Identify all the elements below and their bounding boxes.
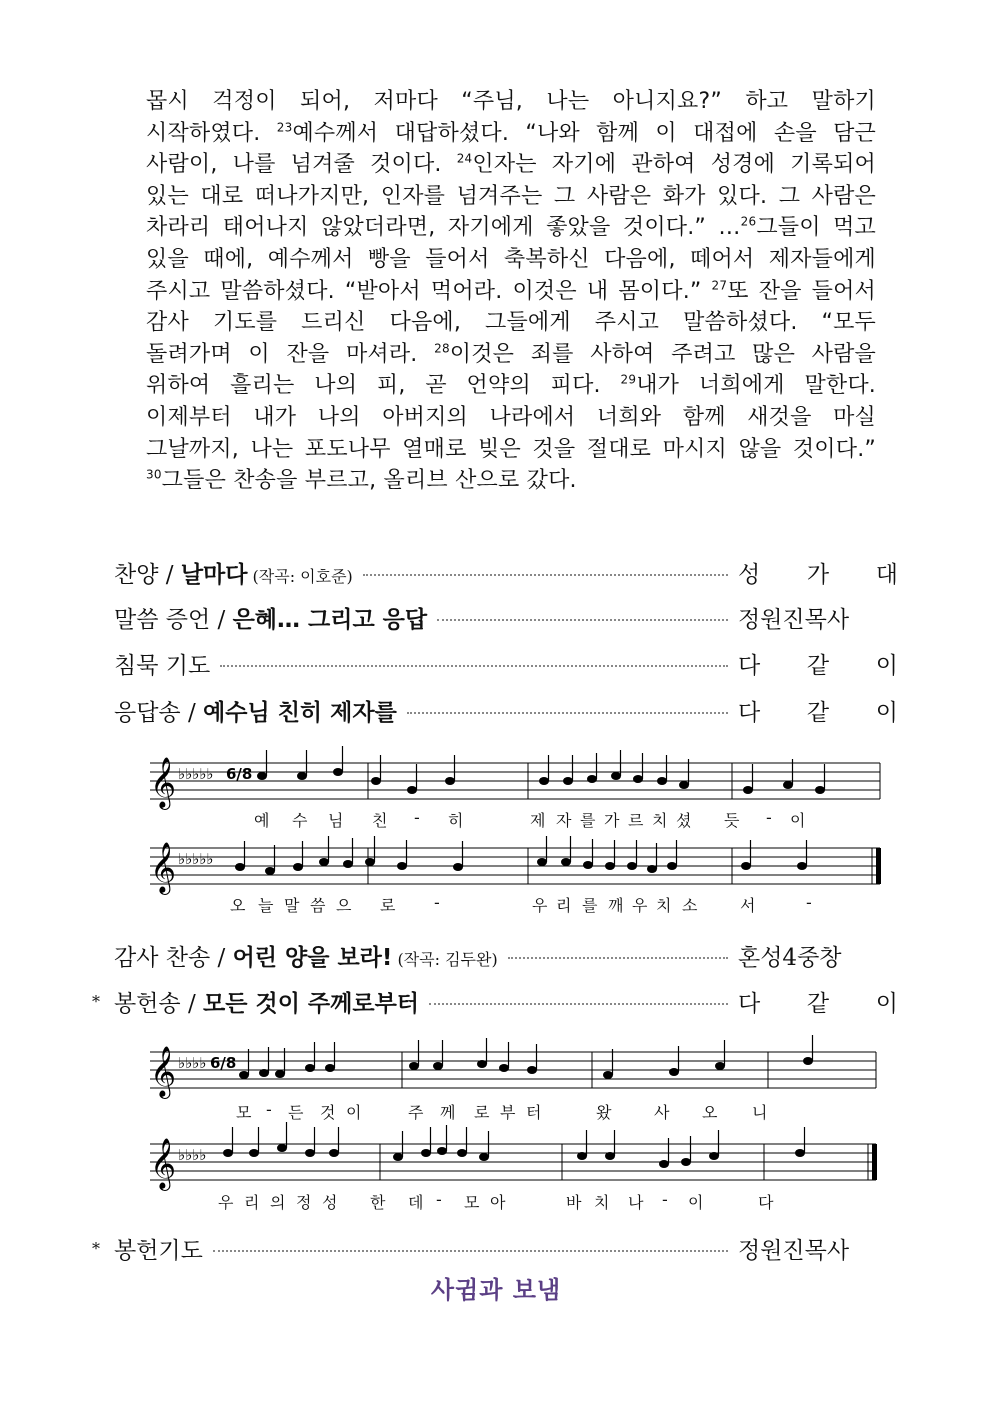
time-signature: 6/8 [210, 1054, 237, 1072]
lyric-syllable: 한 [370, 1193, 386, 1212]
lyric-syllable: 치 [652, 811, 668, 830]
lyric-syllable: 모 [464, 1193, 480, 1212]
lyric-syllable: 말 [284, 896, 300, 915]
note-head [453, 863, 463, 871]
note-head [249, 1149, 259, 1157]
verse-number: 24 [456, 151, 473, 166]
lyric-syllable: 셨 [676, 811, 692, 830]
lyric-syllable: 늘 [258, 896, 274, 915]
scripture-line: 시작하였다. $^{23}$예수께서 대답하셨다. “나와 함께 이 대접에 손을 담근 [146, 120, 876, 146]
lyric-syllable: - [766, 808, 772, 827]
note-head [679, 781, 689, 789]
note-head [741, 862, 751, 870]
leader-dots [437, 619, 728, 621]
lyric-syllable: - [662, 1190, 668, 1209]
verse-number: 30 [146, 467, 162, 482]
lyric-syllable: 로 [474, 1103, 490, 1122]
scripture-line: 돌려가며 이 잔을 마셔라. $^{28}$이것은 죄를 사하여 주려고 많은 사람을 [146, 341, 876, 367]
lyric-syllable: - [266, 1100, 272, 1119]
note-head [583, 861, 593, 869]
lyric-syllable: 이 [346, 1103, 362, 1122]
lyric-syllable: 친 [372, 811, 388, 830]
lyric-syllable: 우 [532, 896, 548, 915]
note-head [329, 1149, 339, 1157]
note-head [587, 775, 597, 783]
lyric-syllable: 듯 [724, 811, 740, 830]
lyric-syllable: 우 [218, 1193, 234, 1212]
treble-clef-icon: 𝄞 [150, 842, 177, 893]
lyric-syllable: 바 [566, 1193, 582, 1212]
asterisk-mark: * [92, 991, 100, 1011]
flat-icon: ♭♭♭♭♭ [178, 850, 214, 868]
lyric-syllable: 수 [292, 811, 308, 830]
note-head [527, 1066, 537, 1074]
performer: 다 같 이 [738, 699, 898, 726]
music-staff-svg [144, 745, 884, 925]
order-item-thanks-hymn: 감사 찬송 / 어린 양을 보라! (작곡: 김두완) 혼성4중창 [114, 935, 898, 975]
leader-dots [363, 574, 728, 576]
lyric-syllable: 로 [380, 896, 396, 915]
note-head [277, 1144, 287, 1152]
note-head [319, 858, 329, 866]
note-head [563, 777, 573, 785]
note-head [305, 1064, 315, 1072]
scripture-line: 주시고 말씀하셨다. “받아서 먹어라. 이것은 내 몸이다.” $^{27}$또 잔을 들어서 [146, 278, 876, 304]
lyric-syllable: 리 [244, 1193, 260, 1212]
verse-number: 27 [711, 278, 728, 293]
note-head [743, 786, 753, 794]
flat-icon: ♭♭♭♭ [178, 1146, 207, 1164]
note-head [605, 1152, 615, 1160]
performer: 다 같 이 [738, 990, 898, 1017]
lyric-syllable: 것 [320, 1103, 336, 1122]
scripture-line: 그날까지, 나는 포도나무 열매로 빚은 것을 절대로 마시지 않을 것이다.” [146, 436, 876, 462]
note-head [499, 1064, 509, 1072]
lyric-syllable: 이 [688, 1193, 704, 1212]
treble-clef-icon: 𝄞 [150, 1138, 177, 1189]
note-head [365, 858, 375, 866]
order-item-offering-song: * 봉헌송 / 모든 것이 주께로부터 다 같 이 [114, 981, 898, 1021]
asterisk-mark: * [92, 1238, 100, 1258]
note-head [669, 1068, 679, 1076]
lyric-syllable: 히 [448, 811, 464, 830]
order-item-response: 응답송 / 예수님 친히 제자를 다 같 이 [114, 690, 898, 730]
performer: 다 같 이 [738, 652, 898, 679]
note-head [457, 1149, 467, 1157]
note-head [611, 772, 621, 780]
lyric-syllable: - [414, 808, 420, 827]
leader-dots [508, 957, 728, 959]
lyric-syllable: 르 [628, 811, 644, 830]
note-head [667, 862, 677, 870]
lyric-syllable: 씀 [310, 896, 326, 915]
note-head [627, 862, 637, 870]
lyric-syllable: 깨 [608, 896, 624, 915]
lyric-syllable: - [806, 893, 812, 912]
lyric-syllable: 주 [408, 1103, 424, 1122]
scripture-line: 감사 기도를 드리신 다음에, 그들에게 주시고 말씀하셨다. “모두 [146, 310, 876, 336]
leader-dots [220, 665, 728, 667]
verse-number: 26 [740, 215, 757, 230]
lyric-syllable: 데 [408, 1193, 424, 1212]
note-head [633, 775, 643, 783]
note-head [445, 777, 455, 785]
lyric-syllable: 예 [254, 811, 270, 830]
note-head [343, 860, 353, 868]
lyric-syllable: 를 [580, 811, 596, 830]
lyric-syllable: 사 [654, 1103, 670, 1122]
lyric-syllable: 모 [236, 1103, 252, 1122]
note-head [795, 1149, 805, 1157]
note-head [783, 781, 793, 789]
lyric-syllable: 니 [752, 1103, 768, 1122]
note-head [393, 1153, 403, 1161]
note-head [803, 1057, 813, 1065]
note-head [577, 1152, 587, 1160]
lyric-syllable: 성 [322, 1193, 338, 1212]
scripture-line: 위하여 흘리는 나의 피, 곧 언약의 피다. $^{29}$내가 너희에게 말한다. [146, 373, 876, 399]
note-head [235, 863, 245, 871]
note-head [657, 777, 667, 785]
note-head [239, 1071, 249, 1079]
response-song-score [144, 745, 884, 930]
item-title: 예수님 친히 제자를 [203, 699, 397, 726]
note-head [397, 862, 407, 870]
order-item-silent-prayer: 침묵 기도 다 같 이 [114, 643, 898, 683]
order-item-offering-prayer: * 봉헌기도 정원진목사 [114, 1228, 898, 1268]
lyric-syllable: 치 [656, 896, 672, 915]
note-head [433, 1062, 443, 1070]
performer: 성 가 대 [738, 561, 898, 588]
scripture-line: 몹시 걱정이 되어, 저마다 “주님, 나는 아니지요?” 하고 말하기 [146, 89, 876, 114]
scripture-line: $^{30}$그들은 찬송을 부르고, 올리브 산으로 갔다. [146, 467, 577, 494]
note-head [257, 772, 267, 780]
order-item-sermon: 말씀 증언 / 은혜… 그리고 응답 정원진목사 [114, 597, 898, 637]
flat-icon: ♭♭♭♭ [178, 1054, 207, 1072]
note-head [561, 858, 571, 866]
lyric-syllable: 의 [270, 1193, 286, 1212]
note-head [479, 1153, 489, 1161]
lyric-syllable: 리 [556, 896, 572, 915]
note-head [371, 777, 381, 785]
note-head [333, 768, 343, 776]
scripture-line: 사람이, 나를 넘겨줄 것이다. $^{24}$인자는 자기에 관하여 성경에 기록되어 [146, 151, 876, 178]
note-head [297, 772, 307, 780]
item-title: 어린 양을 보라! [232, 944, 393, 971]
lyric-syllable: - [434, 893, 440, 912]
note-head [815, 786, 825, 794]
flat-icon: ♭♭♭♭♭ [178, 765, 214, 783]
note-head [305, 1149, 315, 1157]
lyric-syllable: 아 [490, 1193, 506, 1212]
note-head [293, 863, 303, 871]
note-head [421, 1149, 431, 1157]
note-head [275, 1070, 285, 1078]
note-head [537, 858, 547, 866]
leader-dots [429, 1003, 728, 1005]
lyric-syllable: 치 [594, 1193, 610, 1212]
lyric-syllable: 터 [526, 1103, 542, 1122]
leader-dots [407, 712, 728, 714]
lyric-syllable: 서 [740, 896, 756, 915]
item-title: 모든 것이 주께로부터 [203, 990, 420, 1017]
performer: 정원진목사 [738, 1237, 850, 1264]
note-head [223, 1149, 233, 1157]
lyric-syllable: 왔 [596, 1103, 612, 1122]
lyric-syllable: 제 [530, 811, 546, 830]
lyric-syllable: 소 [682, 896, 698, 915]
scripture-line: 차라리 태어나지 않았더라면, 자기에게 좋았을 것이다.” …$^{26}$그들이 먹고 [146, 215, 876, 241]
note-head [797, 862, 807, 870]
lyric-syllable: 자 [556, 811, 572, 830]
lyric-syllable: 를 [582, 896, 598, 915]
lyric-syllable: 부 [500, 1103, 516, 1122]
note-head [605, 862, 615, 870]
verse-number: 28 [434, 341, 450, 356]
note-head [539, 777, 549, 785]
scripture-line: 있는 대로 떠나가지만, 인자를 넘겨주는 그 사람은 화가 있다. 그 사람은 [146, 183, 876, 209]
lyric-syllable: - [436, 1190, 442, 1209]
lyric-syllable: 가 [604, 811, 620, 830]
note-head [647, 865, 657, 873]
lyric-syllable: 오 [702, 1103, 718, 1122]
note-head [603, 1071, 613, 1079]
treble-clef-icon: 𝄞 [150, 1046, 177, 1097]
verse-number: 29 [620, 373, 637, 388]
verse-number: 23 [276, 120, 293, 135]
item-title: 은혜… 그리고 응답 [232, 606, 428, 633]
lyric-syllable: 께 [440, 1103, 456, 1122]
treble-clef-icon: 𝄞 [150, 757, 177, 808]
scripture-passage [146, 86, 876, 497]
lyric-syllable: 이 [790, 811, 806, 830]
performer: 정원진목사 [738, 606, 850, 633]
note-head [325, 1064, 335, 1072]
order-item-hymn: 찬양 / 날마다 (작곡: 이호준) 성 가 대 [114, 552, 898, 592]
lyric-syllable: 나 [628, 1193, 644, 1212]
note-head [715, 1062, 725, 1070]
scripture-line: 있을 때에, 예수께서 빵을 들어서 축복하신 다음에, 떼어서 제자들에게 [146, 246, 876, 272]
lyric-syllable: 정 [296, 1193, 312, 1212]
time-signature: 6/8 [226, 765, 253, 783]
note-head [681, 1158, 691, 1166]
lyric-syllable: 오 [230, 896, 246, 915]
note-head [265, 867, 275, 875]
note-head [437, 1147, 447, 1155]
lyric-syllable: 든 [288, 1103, 304, 1122]
lyric-syllable: 다 [758, 1193, 774, 1212]
note-head [259, 1069, 269, 1077]
note-head [659, 1160, 669, 1168]
performer: 혼성4중창 [738, 944, 842, 971]
leader-dots [213, 1250, 728, 1252]
lyric-syllable: 으 [336, 896, 352, 915]
section-heading: 사귐과 보냄 [430, 1276, 562, 1304]
note-head [409, 1062, 419, 1070]
scripture-line: 이제부터 내가 나의 아버지의 나라에서 너희와 함께 새것을 마실 [146, 404, 876, 430]
note-head [477, 1060, 487, 1068]
lyric-syllable: 님 [328, 811, 344, 830]
note-heads [223, 1035, 813, 1168]
note-head [709, 1152, 719, 1160]
note-head [407, 786, 417, 794]
offering-song-score [144, 1030, 884, 1225]
item-title: 날마다 [180, 561, 248, 588]
lyric-syllable: 우 [632, 896, 648, 915]
